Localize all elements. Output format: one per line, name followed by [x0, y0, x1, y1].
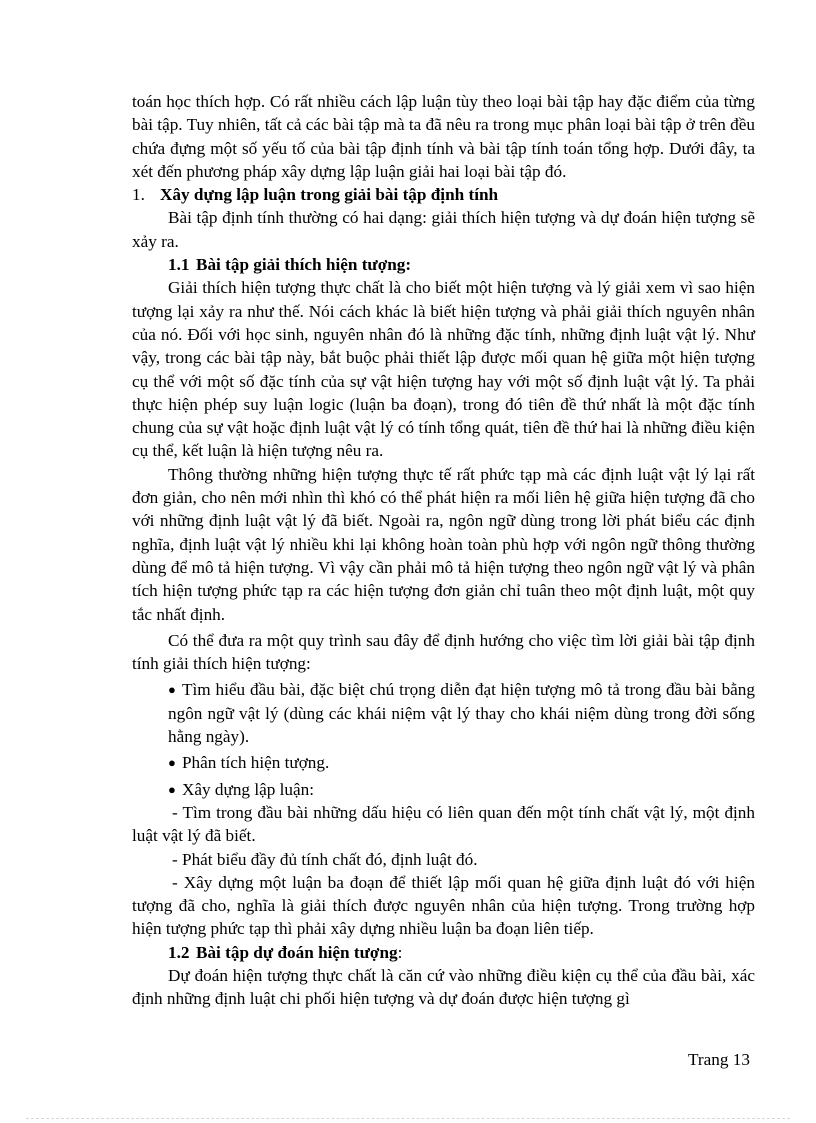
- section-number: 1.: [132, 185, 145, 205]
- heading-colon: :: [397, 942, 403, 962]
- section-title: Bài tập giải thích hiện tượng:: [196, 255, 412, 275]
- section-title: Xây dựng lập luận trong giải bài tập định tính: [160, 185, 499, 205]
- list-item-text: Xây dựng lập luận:: [182, 779, 314, 799]
- page-number: Trang 13: [688, 1050, 750, 1069]
- bullet-icon: ●: [168, 781, 176, 797]
- document-body: [132, 90, 755, 1011]
- section-number: 1.1: [168, 255, 190, 275]
- list-item: [132, 778, 755, 801]
- bullet-icon: ●: [168, 682, 176, 698]
- page-bottom-divider: [26, 1118, 790, 1119]
- list-item-text: Phân tích hiện tượng.: [182, 753, 330, 773]
- dash-item: - Phát biểu đầy đủ tính chất đó, định luật đó.: [172, 849, 478, 869]
- paragraph: Có thể đưa ra một quy trình sau đây để định hướng cho việc tìm lời giải bài tập định tính giải thích hiện tượng:: [132, 630, 755, 674]
- dash-item: - Tìm trong đầu bài những dấu hiệu có liên quan đến một tính chất vật lý, một định luật vật lý đã biết.: [132, 802, 755, 846]
- section-heading-1: [132, 183, 755, 206]
- section-heading-1-1: [132, 253, 755, 276]
- list-item: [132, 751, 755, 774]
- bullet-icon: ●: [168, 755, 176, 771]
- paragraph: Giải thích hiện tượng thực chất là cho biết một hiện tượng và lý giải xem vì sao hiện tượng lại xảy ra như thế. Nói cách khác là biết hiện tượng và phải giải thích nguyên nhân của nó. Đối với học sinh, nguyên nhân đó là những đặc tính, những định luật vật lý. Như vậy, trong các bài tập này, bắt buộc phải thiết lập được mối quan hệ giữa một hiện tượng cụ thể với một số đặc tính của sự vật hiện tượng hay với một số định luật vật lý. Ta phải thực hiện phép suy luận logic (luận ba đoạn), trong đó tiên đề thứ nhất là một đặc tính chung của sự vật hoặc định luật vật lý có tính tổng quát, tiên đề thứ hai là những điều kiện cụ thể, kết luận là hiện tượng nêu ra.: [132, 278, 755, 461]
- list-item-text: Tìm hiểu đầu bài, đặc biệt chú trọng diễn đạt hiện tượng mô tả trong đầu bài bằng ngôn ngữ vật lý (dùng các khái niệm vật lý thay cho khái niệm dùng trong đời sống hằng ngày).: [168, 680, 755, 747]
- paragraph: toán học thích hợp. Có rất nhiều cách lập luận tùy theo loại bài tập hay đặc điểm của từng bài tập. Tuy nhiên, tất cả các bài tập mà ta đã nêu ra trong mục phân loại bài tập ở trên đều chứa đựng một số yếu tố của bài tập định tính và bài tập tính toán tổng hợp. Dưới đây, ta xét đến phương pháp xây dựng lập luận giải hai loại bài tập đó.: [132, 92, 755, 181]
- section-heading-1-2: [132, 941, 755, 964]
- dash-item: - Xây dựng một luận ba đoạn để thiết lập mối quan hệ giữa định luật đó với hiện tượng đã cho, nghĩa là giải thích được nguyên nhân của hiện tượng. Trong trường hợp hiện tượng phức tạp thì phải xây dựng nhiều luận ba đoạn liên tiếp.: [132, 872, 755, 939]
- section-title: Bài tập dự đoán hiện tượng: [196, 942, 398, 962]
- list-item: [132, 678, 755, 748]
- paragraph: Thông thường những hiện tượng thực tế rất phức tạp mà các định luật vật lý lại rất đơn giản, cho nên mới nhìn thì khó có thể phát hiện ra mối liên hệ giữa hiện tượng đã cho với những định luật vật lý đã biết. Ngoài ra, ngôn ngữ dùng trong lời phát biểu các định nghĩa, định luật vật lý nhiều khi lại không hoàn toàn phù hợp với ngôn ngữ thông thường dùng để mô tả hiện tượng. Vì vậy cần phải mô tả hiện tượng theo ngôn ngữ vật lý và phân tích hiện tượng phức tạp ra các hiện tượng đơn giản chỉ tuân theo một định luật, một quy tắc nhất định.: [132, 464, 755, 624]
- paragraph: Bài tập định tính thường có hai dạng: giải thích hiện tượng và dự đoán hiện tượng sẽ xảy ra.: [132, 208, 755, 251]
- paragraph: Dự đoán hiện tượng thực chất là căn cứ vào những điều kiện cụ thể của đầu bài, xác định những định luật chi phối hiện tượng và dự đoán được hiện tượng gì: [132, 965, 755, 1009]
- section-number: 1.2: [168, 942, 190, 962]
